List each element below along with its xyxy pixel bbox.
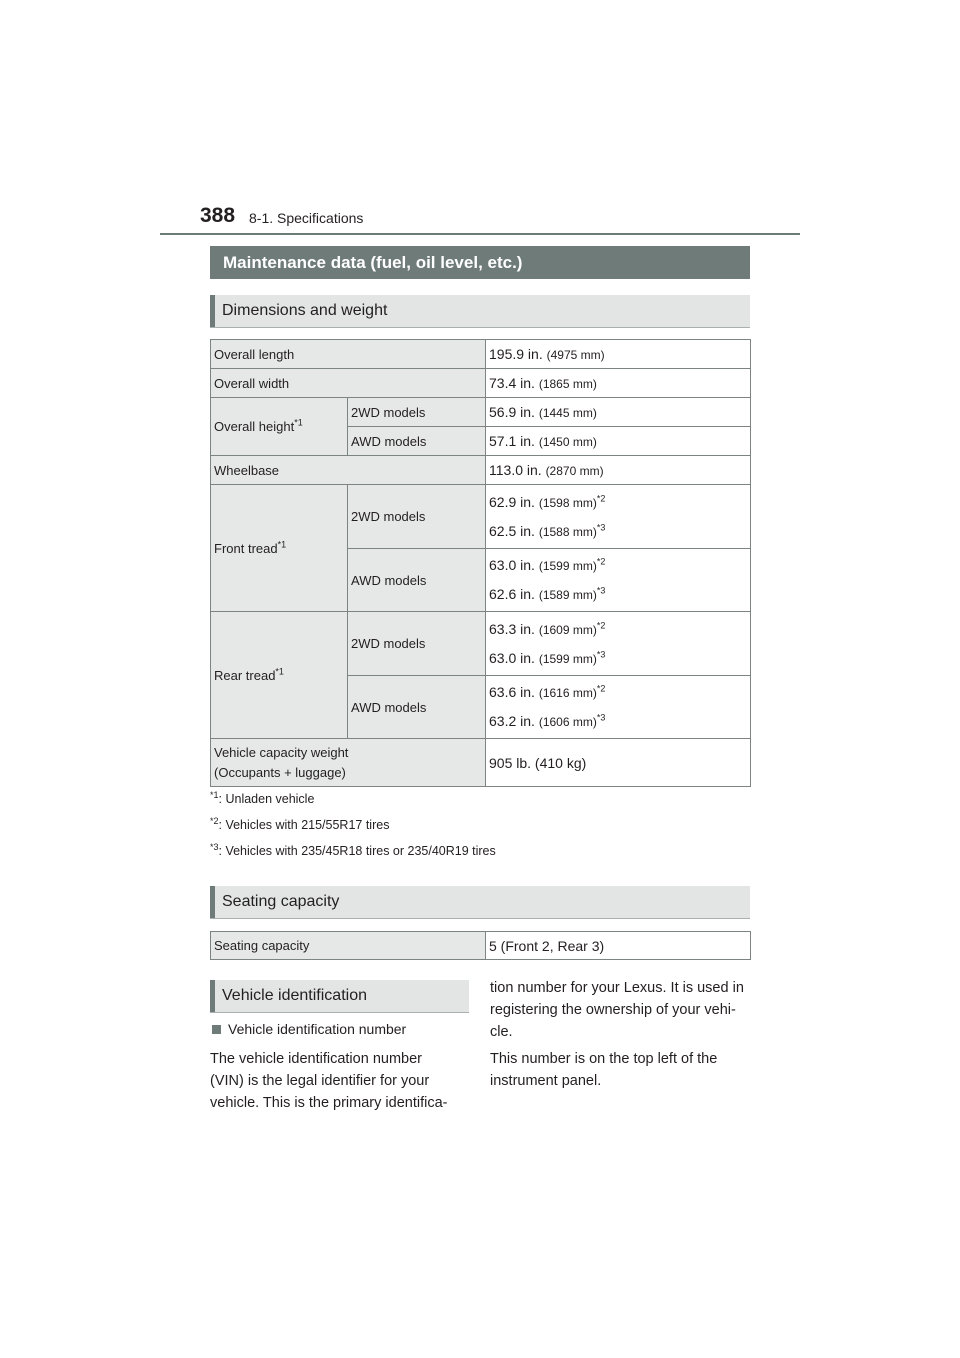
row-label: Front tread$^{*1}$ [211,485,348,612]
row-value: 63.6 in. (1616 mm)$^{*2}$ 63.2 in. (1606 mm)$^{*3}$ [486,676,751,739]
vin-location-paragraph: This number is on the top left of the instrument panel. [490,1051,718,1089]
dimensions-heading: Dimensions and weight [210,295,750,328]
footnote-mark: *3 [596,585,606,596]
model-label: AWD models [348,427,486,456]
row-value: 905 lb. (410 kg) [486,739,751,787]
row-label: Overall height$^{*1}$ [211,398,348,456]
footnote-mark: *2 [596,556,606,567]
row-value: 195.9 in. (4975 mm) [486,340,751,369]
footnote-mark: *2 [596,492,606,503]
main-section-title: Maintenance data (fuel, oil level, etc.) [210,246,750,279]
table-row [211,369,751,398]
model-label: 2WD models [348,485,486,549]
table-row [211,398,751,427]
row-value: 113.0 in. (2870 mm) [486,456,751,485]
row-value: 56.9 in. (1445 mm) [486,398,751,427]
vehicle-id-heading: Vehicle identification [210,980,469,1013]
page-number: 388 [200,204,236,227]
row-value: 57.1 in. (1450 mm) [486,427,751,456]
table-row [211,932,751,960]
seating-table [210,931,751,960]
footnote-mark: *3 [596,521,606,532]
square-bullet-icon [212,1025,221,1034]
model-label: AWD models [348,549,486,612]
footnote: $^{*3}$: Vehicles with 235/45R18 tires or 235/40R19 tires [210,841,496,858]
seating-heading: Seating capacity [210,886,750,919]
table-row [211,456,751,485]
table-row [211,340,751,369]
table-row [211,612,751,676]
row-label: Overall length [211,340,486,369]
footnote-mark: *2 [596,619,606,630]
model-label: 2WD models [348,398,486,427]
row-value: 5 (Front 2, Rear 3) [486,932,751,960]
footnote: $^{*1}$: Unladen vehicle [210,789,315,806]
footnote-mark: *1 [275,666,284,677]
model-label: 2WD models [348,612,486,676]
vin-paragraph-right: tion number for your Lexus. It is used in registering the ownership of your vehi- cle. [490,980,744,1040]
row-label: Wheelbase [211,456,486,485]
header-divider [160,233,800,235]
row-label: Seating capacity [211,932,486,960]
model-label: AWD models [348,676,486,739]
row-label: Vehicle capacity weight (Occupants + luggage) [211,739,486,787]
footnote-mark: *1 [294,417,303,428]
footnote-mark: *3 [596,648,606,659]
table-row [211,739,751,787]
dimensions-table [210,339,751,787]
vin-paragraph-left: The vehicle identification number (VIN) is the legal identifier for your vehicle. This is the primary identifica- [210,1051,448,1111]
row-value: 63.3 in. (1609 mm)$^{*2}$ 63.0 in. (1599 mm)$^{*3}$ [486,612,751,676]
row-label: Rear tread$^{*1}$ [211,612,348,739]
footnote-mark: *1 [277,539,287,550]
section-label: 8-1. Specifications [249,210,364,226]
row-value: 73.4 in. (1865 mm) [486,369,751,398]
row-value: 63.0 in. (1599 mm)$^{*2}$ 62.6 in. (1589 mm)$^{*3}$ [486,549,751,612]
row-value: 62.9 in. (1598 mm)$^{*2}$ 62.5 in. (1588 mm)$^{*3}$ [486,485,751,549]
row-label: Overall width [211,369,486,398]
footnote-mark: *2 [596,683,606,694]
vin-subheading: Vehicle identification number [212,1021,406,1037]
table-row [211,485,751,549]
footnote: $^{*2}$: Vehicles with 215/55R17 tires [210,815,390,832]
footnote-mark: *3 [596,712,606,723]
